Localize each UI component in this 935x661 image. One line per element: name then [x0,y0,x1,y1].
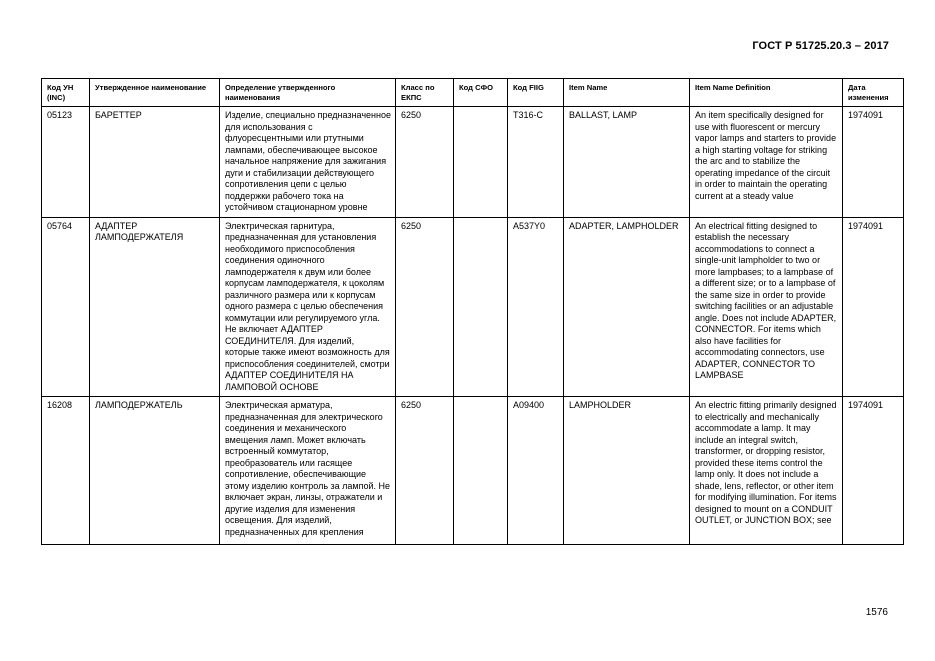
page-number: 1576 [865,607,888,618]
cell-fiig-code-text: A09400 [513,400,545,410]
cell-item-name: ADAPTER, LAMPHOLDER [564,217,690,397]
cell-approved-name: БАРЕТТЕР [90,107,220,218]
cell-approved-name [90,397,220,545]
cell-fiig-code [508,397,564,545]
cell-sfo-code [454,107,508,218]
cell-change-date: 1974091 [843,107,904,218]
cell-definition-text: Электрическая арматура, предназначенная для электрического соединения и механического вмещения ламп. Может включать встроенный коммутатор, преобразователь или гасящее сопротивление, обеспечивающие этому изделию контроль за лампой. Не включает экран, линзы, отражатели и другие изделия для изменения освещения. Для изделий, предназначенных для крепления [225,400,391,537]
cell-sfo-code [454,217,508,397]
header-item-name: Item Name [564,79,690,107]
table-header-row [42,79,904,107]
cell-approved-name-text: ЛАМПОДЕРЖАТЕЛЬ [95,400,183,410]
table-row [42,217,904,397]
header-item-name-definition: Item Name Definition [690,79,843,107]
cell-fiig-code: T316-C [508,107,564,218]
cell-item-name-definition [690,397,843,545]
cell-definition: Изделие, специально предназначенное для использования с флуоресцентными или ртутными лампами, обеспечивающее высокое начальное напряжение для зажигания дуги и стабилизации действующего сопротивления цепи с целью поддержки рабочего тока на устойчивом стационарном уровне [220,107,396,218]
cell-change-date-text: 1974091 [848,400,884,410]
cell-sfo-code [454,397,508,545]
cell-change-date: 1974091 [843,217,904,397]
cell-ekps-class: 6250 [396,217,454,397]
cell-item-name-text: LAMPHOLDER [569,400,632,410]
table-row [42,107,904,218]
cell-definition [220,397,396,545]
header-fiig-code: Код FIIG [508,79,564,107]
cell-fiig-code: A537Y0 [508,217,564,397]
cell-approved-name: АДАПТЕР ЛАМПОДЕРЖАТЕЛЯ [90,217,220,397]
cell-code-un-text: 16208 [47,400,73,410]
cell-code-un: 05764 [42,217,90,397]
header-ekps-class: Класс по ЕКПС [396,79,454,107]
header-sfo-code: Код СФО [454,79,508,107]
header-change-date: Дата изменения [843,79,904,107]
cell-item-name [564,397,690,545]
header-code-un: Код УН (INC) [42,79,90,107]
table-row [42,397,904,545]
approved-names-table [41,78,904,545]
cell-ekps-class [396,397,454,545]
document-standard-number: ГОСТ Р 51725.20.3 – 2017 [752,40,889,52]
cell-code-un: 05123 [42,107,90,218]
cell-item-name-definition: An electrical fitting designed to establish the necessary accommodations to connect a single-unit lampholder to two or more lampbases; to a lampbase of a different size; or to a lampbase of the same size in order to provide switching facilities or an adjustable angle. Does not include ADAPTER, CONNECTOR. For items which also have facilities for accommodating connectors, use ADAPTER, CONNECTOR TO LAMPBASE [690,217,843,397]
cell-item-name-definition-text: An electric fitting primarily designed to electrically and mechanically accommodate a lamp. It may include an integral switch, transformer, or dropping resistor, provided these items control the lamp only. It does not include a shade, lens, reflector, or other item for modifying illumination. For items designed to mount on a CONDUIT OUTLET, or JUNCTION BOX; see [695,400,837,525]
header-approved-name: Утвержденное наименование [90,79,220,107]
header-definition: Определение утвержденного наименования [220,79,396,107]
cell-ekps-class: 6250 [396,107,454,218]
cell-item-name-definition: An item specifically designed for use with fluorescent or mercury vapor lamps and starters to provide a high starting voltage for striking the arc and to stabilize the operating impedance of the circuit in order to maintain the operating current at a steady value [690,107,843,218]
cell-code-un [42,397,90,545]
cell-definition: Электрическая гарнитура, предназначенная для установления необходимого приспособления соединения одиночного ламподержателя к двум или более корпусам ламподержателя, к цоколям различного размера или к корпусам одного размера с целью обеспечения коммутации или регулируемого угла. Не включает АДАПТЕР СОЕДИНИТЕЛЯ. Для изделий, которые также имеют возможность для приспособления соединителей, смотри АДАПТЕР СОЕДИНИТЕЛЯ НА ЛАМПОВОЙ ОСНОВЕ [220,217,396,397]
cell-ekps-class-text: 6250 [401,400,422,410]
cell-item-name: BALLAST, LAMP [564,107,690,218]
cell-change-date [843,397,904,545]
